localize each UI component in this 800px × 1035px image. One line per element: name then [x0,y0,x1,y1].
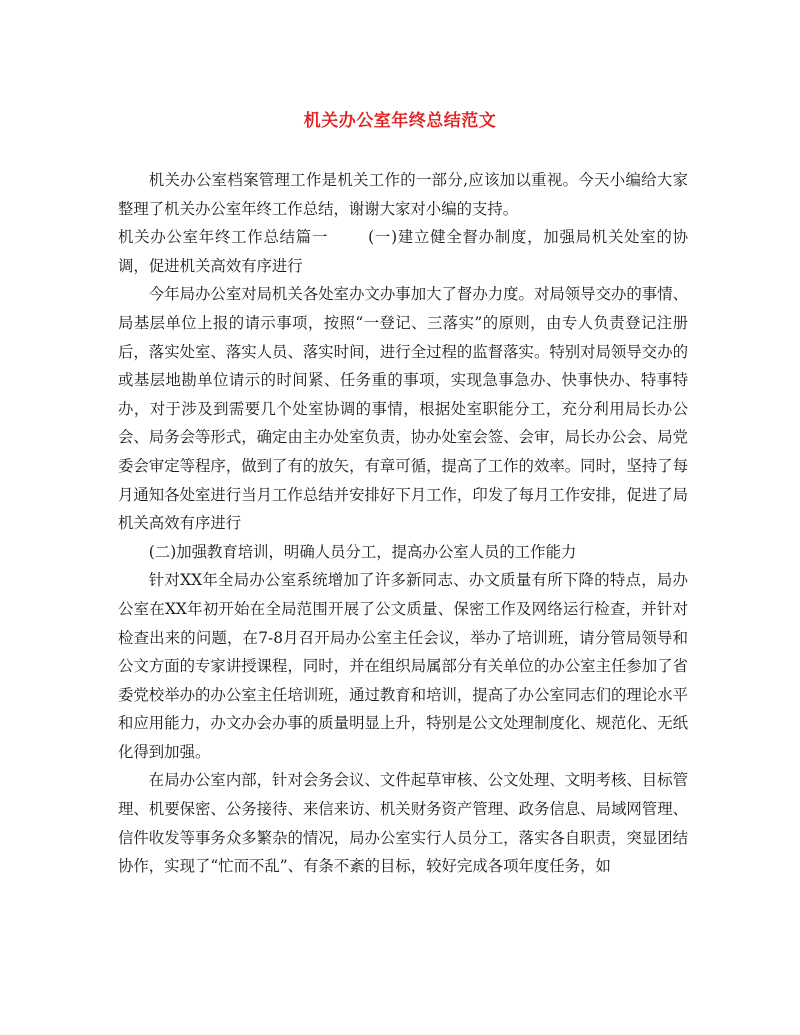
subheading-two: (二)加强教育培训，明确人员分工，提高办公室人员的工作能力 [148,542,577,561]
body-paragraph: 今年局办公室对局机关各处室办文办事加大了督办力度。对局领导交办的事情、局基层单位上报的请示事项，按照“一登记、三落实”的原则，由专人负责登记注册后，落实处室、落实人员、落实时间，进行全过程的监督落实。特别对局领导交办的或基层地勘单位请示的时间紧、任务重的事项，实现急事急办、快事快办、特事特办，对于涉及到需要几个处室协调的事情，根据处室职能分工，充分利用局长办公会、局务会等形式，确定由主办处室负责，协办处室会签、会审，局长办公会、局党委会审定等程序，做到了有的放矢，有章可循，提高了工作的效率。同时，坚持了每月通知各处室进行当月工作总结并安排好下月工作，印发了每月工作安排，促进了局机关高效有序进行 [118,285,688,533]
document-body [118,166,688,881]
body-paragraph: 在局办公室内部，针对会务会议、文件起草审核、公文处理、文明考核、目标管理、机要保密、公务接待、来信来访、机关财务资产管理、政务信息、局域网管理、信件收发等事务众多繁杂的情况，局办公室实行人员分工，落实各自职责，突显团结协作，实现了“忙而不乱”、有条不紊的目标，较好完成各项年度任务，如 [118,771,688,876]
document-title: 机关办公室年终总结范文 [303,111,497,131]
section-label: 机关办公室年终工作总结篇一 [118,228,329,247]
body-paragraph: 针对XX年全局办公室系统增加了许多新同志、办文质量有所下降的特点，局办公室在XX年初开始在全局范围开展了公文质量、保密工作及网络运行检查，并针对检查出来的问题，在7-8月召开局办公室主任会议，举办了培训班，请分管局领导和公文方面的专家讲授课程，同时，并在组织局属部分有关单位的办公室主任参加了省委党校举办的办公室主任培训班，通过教育和培训，提高了办公室同志们的理论水平和应用能力，办文办会办事的质量明显上升，特别是公文处理制度化、规范化、无纸化得到加强。 [118,571,688,761]
section-one-heading [118,223,688,280]
section-heading: (一)建立健全督办制度，加强局机关处室的协调，促进机关高效有序进行 [118,228,688,275]
intro-paragraph: 机关办公室档案管理工作是机关工作的一部分,应该加以重视。今天小编给大家整理了机关办公室年终工作总结，谢谢大家对小编的支持。 [118,171,688,218]
